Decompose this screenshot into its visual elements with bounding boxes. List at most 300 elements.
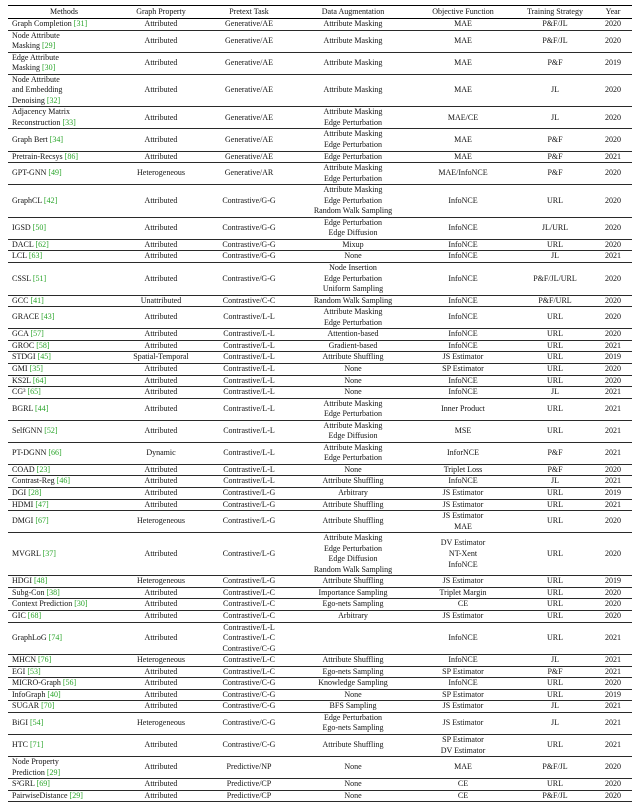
- cell-data-augmentation: Attribute Masking: [323, 57, 383, 67]
- cell-objective-function: InfoNCE: [448, 387, 478, 397]
- cell-objective-function: CE: [457, 599, 469, 609]
- cell-graph-property: Attributed: [144, 375, 178, 385]
- column-header-data-augmentation: Data Augmentation: [321, 7, 385, 16]
- cell-training-strategy: URL: [547, 633, 563, 643]
- cell-pretext-task: Contrastive/G-G: [222, 195, 276, 205]
- cell-graph-property: Attributed: [144, 403, 178, 413]
- cell-training-strategy: URL: [547, 239, 563, 249]
- cell-graph-property: Attributed: [144, 273, 178, 283]
- cell-graph-property: Heterogeneous: [137, 516, 185, 526]
- table-row: [8, 52, 632, 74]
- citation-link[interactable]: [62]: [35, 239, 49, 249]
- cell-objective-function: DV Estimator NT-Xent InfoNCE: [440, 538, 486, 569]
- citation-link[interactable]: [50]: [32, 223, 46, 233]
- cell-graph-property: Attributed: [144, 548, 178, 558]
- table-row: [8, 790, 632, 802]
- cell-objective-function: CE: [457, 790, 469, 800]
- cell-pretext-task: Generative/AE: [225, 19, 273, 28]
- cell-year: 2020: [605, 223, 621, 233]
- table-row: [8, 329, 632, 341]
- cell-pretext-task: Predictive/CP: [226, 790, 272, 800]
- cell-data-augmentation: Attribute Shuffling: [322, 516, 384, 526]
- cell-training-strategy: P&F/JL: [542, 762, 568, 772]
- column-header-pretext-task: Pretext Task: [229, 7, 269, 16]
- cell-method: STDGI [45]: [12, 352, 51, 362]
- cell-training-strategy: URL: [547, 499, 563, 509]
- cell-year: 2021: [605, 403, 621, 413]
- cell-training-strategy: URL: [547, 740, 563, 750]
- cell-data-augmentation: None: [344, 790, 362, 800]
- cell-pretext-task: Generative/AE: [225, 35, 273, 45]
- cell-training-strategy: URL: [547, 403, 563, 413]
- cell-year: 2020: [605, 329, 621, 339]
- citation-link[interactable]: [66]: [48, 448, 62, 458]
- cell-training-strategy: JL: [551, 655, 559, 665]
- citation-link[interactable]: [63]: [28, 251, 43, 261]
- cell-method: DGI [28]: [12, 487, 42, 497]
- cell-pretext-task: Contrastive/L-L: [223, 352, 275, 362]
- cell-graph-property: Attributed: [144, 587, 178, 597]
- cell-training-strategy: URL: [547, 610, 563, 620]
- citation-link[interactable]: [29]: [46, 767, 61, 777]
- cell-objective-function: MAE: [454, 57, 472, 67]
- table-row: [8, 622, 632, 655]
- cell-training-strategy: URL: [547, 425, 563, 435]
- cell-graph-property: Heterogeneous: [137, 718, 185, 728]
- table-row: [8, 499, 632, 511]
- cell-objective-function: InfoNCE: [448, 476, 478, 486]
- cell-year: 2020: [605, 790, 621, 800]
- cell-method: BiGI [54]: [12, 718, 44, 728]
- cell-method: CSSL [51]: [12, 273, 47, 283]
- table-row: [8, 576, 632, 588]
- citation-link[interactable]: [37]: [42, 548, 56, 558]
- cell-pretext-task: Contrastive/L-L: [223, 425, 275, 435]
- cell-data-augmentation: Attribute Masking Edge Perturbation: [323, 398, 383, 419]
- cell-year: 2020: [605, 762, 621, 772]
- cell-pretext-task: Generative/AE: [225, 57, 273, 67]
- cell-pretext-task: Contrastive/G-G: [222, 223, 276, 233]
- cell-data-augmentation: Random Walk Sampling: [313, 295, 393, 305]
- cell-graph-property: Heterogeneous: [137, 576, 185, 586]
- cell-year: 2020: [605, 295, 621, 305]
- cell-pretext-task: Contrastive/C-G: [222, 740, 276, 750]
- methods-comparison-table: [8, 5, 632, 802]
- cell-method: MICRO-Graph [56]: [12, 678, 77, 688]
- cell-training-strategy: URL: [547, 587, 563, 597]
- table-row: [8, 239, 632, 251]
- cell-training-strategy: P&F: [547, 57, 563, 67]
- cell-data-augmentation: None: [344, 375, 362, 385]
- cell-graph-property: Attributed: [144, 610, 178, 620]
- cell-year: 2020: [605, 599, 621, 609]
- cell-method: SUGAR [70]: [12, 701, 55, 711]
- cell-graph-property: Attributed: [144, 740, 178, 750]
- cell-training-strategy: JL: [551, 718, 559, 728]
- cell-graph-property: Attributed: [144, 239, 178, 249]
- cell-graph-property: Attributed: [144, 35, 178, 45]
- cell-data-augmentation: Importance Sampling: [318, 587, 388, 597]
- cell-objective-function: InfoNCE: [448, 273, 478, 283]
- cell-training-strategy: URL: [547, 375, 563, 385]
- citation-link[interactable]: [86]: [64, 151, 78, 161]
- cell-training-strategy: P&F: [547, 666, 563, 676]
- cell-year: 2020: [605, 587, 621, 597]
- cell-method: Contrast-Reg [46]: [12, 476, 70, 486]
- cell-data-augmentation: BFS Sampling: [329, 701, 377, 711]
- cell-graph-property: Attributed: [144, 476, 178, 486]
- header-row: [8, 6, 632, 19]
- cell-graph-property: Attributed: [144, 499, 178, 509]
- table-row: [8, 610, 632, 622]
- citation-link[interactable]: [56]: [62, 678, 77, 688]
- citation-link[interactable]: [30]: [42, 63, 56, 73]
- cell-pretext-task: Contrastive/L-L: [223, 403, 275, 413]
- cell-pretext-task: Contrastive/L-G: [222, 548, 276, 558]
- column-header-year: Year: [605, 7, 621, 16]
- table-row: [8, 464, 632, 476]
- cell-pretext-task: Generative/AE: [225, 85, 273, 95]
- cell-year: 2020: [605, 516, 621, 526]
- cell-objective-function: InfoNCE: [448, 329, 478, 339]
- cell-graph-property: Attributed: [144, 633, 178, 643]
- citation-link[interactable]: [54]: [30, 718, 44, 728]
- cell-objective-function: InfoNCE: [448, 295, 478, 305]
- cell-method: KS2L [64]: [12, 375, 47, 385]
- cell-objective-function: JS Estimator: [442, 352, 484, 362]
- citation-link[interactable]: [32]: [46, 95, 61, 105]
- cell-year: 2021: [605, 425, 621, 435]
- cell-graph-property: Attributed: [144, 701, 178, 711]
- cell-method: InfoGraph [40]: [12, 689, 61, 699]
- cell-graph-property: Attributed: [144, 363, 178, 373]
- cell-graph-property: Unattributed: [140, 295, 182, 305]
- cell-data-augmentation: Attribute Shuffling: [322, 576, 384, 586]
- cell-pretext-task: Generative/AE: [225, 151, 273, 161]
- cell-method: GCC [41]: [12, 295, 44, 305]
- cell-year: 2020: [605, 273, 621, 283]
- cell-data-augmentation: Attention-based: [327, 329, 379, 339]
- cell-objective-function: InfoNCE: [448, 678, 478, 688]
- cell-objective-function: SP Estimator: [442, 363, 484, 373]
- cell-graph-property: Attributed: [144, 779, 178, 789]
- cell-graph-property: Attributed: [144, 223, 178, 233]
- cell-method: Subg-Con [38]: [12, 587, 60, 597]
- table-row: [8, 666, 632, 678]
- cell-data-augmentation: Ego-nets Sampling: [322, 599, 384, 609]
- citation-link[interactable]: [29]: [42, 41, 56, 51]
- table-row: [8, 217, 632, 239]
- cell-method: CG³ [65]: [12, 387, 41, 397]
- cell-objective-function: InfoNCE: [448, 195, 478, 205]
- cell-method: EGI [53]: [12, 666, 41, 676]
- cell-year: 2019: [605, 57, 621, 67]
- cell-data-augmentation: None: [344, 251, 362, 261]
- cell-training-strategy: JL: [551, 85, 559, 95]
- cell-pretext-task: Contrastive/L-C: [223, 655, 275, 665]
- cell-data-augmentation: Attribute Masking: [323, 19, 383, 28]
- cell-objective-function: MAE: [454, 151, 472, 161]
- citation-link[interactable]: [29]: [69, 790, 83, 800]
- cell-graph-property: Attributed: [144, 19, 178, 28]
- table-row: [8, 599, 632, 611]
- cell-graph-property: Attributed: [144, 487, 178, 497]
- cell-objective-function: SP Estimator DV Estimator: [440, 735, 486, 755]
- cell-pretext-task: Contrastive/C-C: [222, 295, 276, 305]
- cell-training-strategy: URL: [547, 689, 563, 699]
- cell-data-augmentation: Attribute Shuffling: [322, 655, 384, 665]
- citation-link[interactable]: [40]: [47, 689, 61, 699]
- cell-year: 2020: [605, 312, 621, 322]
- citation-link[interactable]: [48]: [34, 576, 48, 586]
- citation-link[interactable]: [53]: [27, 666, 41, 676]
- cell-method: GPT-GNN [49]: [12, 168, 62, 178]
- citation-link[interactable]: [74]: [48, 633, 62, 643]
- cell-method: COAD [23]: [12, 464, 50, 474]
- cell-pretext-task: Generative/AE: [225, 134, 273, 144]
- cell-year: 2020: [605, 363, 621, 373]
- citation-link[interactable]: [28]: [28, 487, 42, 497]
- cell-pretext-task: Contrastive/L-L: [223, 387, 275, 397]
- cell-objective-function: InfoNCE: [448, 655, 478, 665]
- cell-method: HTC [71]: [12, 740, 44, 750]
- cell-data-augmentation: Attribute Masking Edge Perturbation Edge Diffusion Random Walk Sampling: [313, 533, 393, 574]
- citation-link[interactable]: [44]: [35, 403, 49, 413]
- cell-graph-property: Attributed: [144, 312, 178, 322]
- cell-objective-function: SP Estimator: [442, 666, 484, 676]
- table-row: [8, 398, 632, 420]
- column-header-objective-function: Objective Function: [432, 7, 494, 16]
- cell-objective-function: JS Estimator: [442, 499, 484, 509]
- cell-year: 2020: [605, 112, 621, 122]
- cell-method: GraphCL [42]: [12, 195, 58, 205]
- cell-objective-function: JS Estimator: [442, 487, 484, 497]
- table-row: [8, 375, 632, 387]
- cell-objective-function: SP Estimator: [442, 689, 484, 699]
- cell-year: 2020: [605, 678, 621, 688]
- cell-method: SelfGNN [52]: [12, 425, 58, 435]
- cell-data-augmentation: Attribute Shuffling: [322, 740, 384, 750]
- cell-data-augmentation: [296, 622, 410, 655]
- cell-pretext-task: Contrastive/L-L: [223, 448, 275, 458]
- cell-data-augmentation: Node Insertion Edge Perturbation Uniform Sampling: [322, 263, 384, 294]
- cell-graph-property: Attributed: [144, 340, 178, 350]
- cell-training-strategy: URL: [547, 340, 563, 350]
- table-row: [8, 476, 632, 488]
- cell-year: 2021: [605, 251, 621, 261]
- cell-pretext-task: Contrastive/L-G: [222, 499, 276, 509]
- cell-pretext-task: Contrastive/L-G: [222, 516, 276, 526]
- cell-objective-function: InfoNCE: [448, 375, 478, 385]
- cell-training-strategy: P&F: [547, 464, 563, 474]
- table-row: [8, 74, 632, 107]
- cell-graph-property: Spatial-Temporal: [133, 352, 189, 362]
- cell-year: 2020: [605, 548, 621, 558]
- cell-method: GraphLoG [74]: [12, 633, 62, 643]
- cell-pretext-task: Contrastive/L-G: [222, 487, 276, 497]
- table-row: [8, 701, 632, 713]
- cell-objective-function: InforNCE: [447, 448, 479, 458]
- cell-training-strategy: URL: [547, 678, 563, 688]
- cell-objective-function: Triplet Margin: [439, 587, 487, 597]
- cell-method: Graph Completion [31]: [12, 19, 88, 28]
- cell-pretext-task: Predictive/NP: [226, 762, 272, 772]
- cell-data-augmentation: Edge Perturbation: [324, 151, 382, 161]
- citation-link[interactable]: [76]: [38, 655, 52, 665]
- citation-link[interactable]: [30]: [74, 599, 88, 609]
- cell-objective-function: MAE/CE: [447, 112, 479, 122]
- cell-year: 2019: [605, 689, 621, 699]
- cell-graph-property: Attributed: [144, 387, 178, 397]
- cell-training-strategy: JL: [551, 112, 559, 122]
- cell-year: 2020: [605, 85, 621, 95]
- column-header-methods: Methods: [50, 7, 78, 16]
- cell-graph-property: Attributed: [144, 599, 178, 609]
- table-row: [8, 387, 632, 399]
- cell-year: 2021: [605, 387, 621, 397]
- cell-data-augmentation: None: [344, 779, 362, 789]
- cell-graph-property: Attributed: [144, 57, 178, 67]
- citation-link[interactable]: [67]: [35, 516, 49, 526]
- cell-training-strategy: URL: [547, 548, 563, 558]
- cell-year: 2021: [605, 499, 621, 509]
- cell-year: 2020: [605, 610, 621, 620]
- cell-pretext-task: Contrastive/L-L: [223, 340, 275, 350]
- citation-link[interactable]: [31]: [73, 19, 88, 28]
- cell-pretext-task: Contrastive/L-C: [223, 666, 275, 676]
- cell-graph-property: Attributed: [144, 464, 178, 474]
- cell-training-strategy: P&F: [547, 151, 563, 161]
- cell-method: GMI [35]: [12, 363, 43, 373]
- cell-year: 2020: [605, 134, 621, 144]
- cell-training-strategy: URL: [547, 779, 563, 789]
- cell-method: LCL [63]: [12, 251, 43, 261]
- cell-data-augmentation: Edge Perturbation Edge Diffusion: [324, 217, 382, 238]
- table-row: [8, 655, 632, 667]
- citation-link[interactable]: [35]: [29, 363, 43, 373]
- cell-year: 2020: [605, 779, 621, 789]
- cell-data-augmentation: None: [344, 387, 362, 397]
- cell-training-strategy: URL: [547, 516, 563, 526]
- cell-year: 2021: [605, 740, 621, 750]
- cell-method: S²GRL [69]: [12, 779, 50, 789]
- cell-data-augmentation: Edge Perturbation Ego-nets Sampling: [322, 712, 384, 733]
- cell-graph-property: Attributed: [144, 425, 178, 435]
- cell-objective-function: Inner Product: [441, 403, 485, 413]
- citation-link[interactable]: [34]: [49, 134, 64, 144]
- citation-link[interactable]: [43]: [41, 312, 55, 322]
- citation-link[interactable]: [49]: [48, 168, 62, 178]
- cell-objective-function: MAE: [454, 19, 472, 28]
- cell-data-augmentation: Attribute Masking Edge Perturbation: [323, 307, 383, 327]
- cell-graph-property: Attributed: [144, 329, 178, 339]
- table-row: [8, 689, 632, 701]
- cell-method: GROC [58]: [12, 340, 50, 350]
- citation-link[interactable]: [58]: [36, 340, 50, 350]
- citation-link[interactable]: [46]: [56, 476, 70, 486]
- cell-training-strategy: URL: [547, 599, 563, 609]
- table-row: [8, 487, 632, 499]
- cell-method: GIC [68]: [12, 610, 42, 620]
- table-row: [8, 735, 632, 757]
- table-row: [8, 129, 632, 151]
- cell-pretext-task: Contrastive/C-G: [222, 689, 276, 699]
- citation-link[interactable]: [33]: [62, 117, 76, 127]
- citation-link[interactable]: [51]: [32, 273, 47, 283]
- cell-objective-function: MAE: [454, 85, 472, 95]
- cell-objective-function: InfoNCE: [448, 633, 478, 643]
- cell-training-strategy: URL: [547, 363, 563, 373]
- cell-training-strategy: P&F: [547, 134, 563, 144]
- cell-year: 2020: [605, 35, 621, 45]
- cell-training-strategy: URL: [547, 352, 563, 362]
- cell-training-strategy: URL: [547, 487, 563, 497]
- table-row: [8, 779, 632, 791]
- cell-graph-property: Attributed: [144, 151, 178, 161]
- cell-pretext-task: Contrastive/L-C: [223, 610, 275, 620]
- citation-link[interactable]: [68]: [27, 610, 42, 620]
- citation-link[interactable]: [52]: [44, 425, 58, 435]
- cell-pretext-task: Contrastive/L-C: [223, 599, 275, 609]
- cell-data-augmentation: Arbitrary: [338, 487, 368, 497]
- table-row: [8, 263, 632, 296]
- citation-link[interactable]: [41]: [30, 295, 44, 305]
- cell-objective-function: InfoNCE: [448, 312, 478, 322]
- cell-data-augmentation: Attribute Masking Edge Perturbation Random Walk Sampling: [313, 185, 393, 216]
- citation-link[interactable]: [38]: [46, 587, 60, 597]
- table-row: [8, 107, 632, 129]
- cell-pretext-task: Contrastive/L-L: [223, 464, 275, 474]
- cell-training-strategy: P&F/URL: [538, 295, 572, 305]
- cell-data-augmentation: Attribute Shuffling: [322, 352, 384, 362]
- cell-objective-function: MAE: [454, 134, 472, 144]
- citation-link[interactable]: [70]: [41, 701, 55, 711]
- table-row: [8, 442, 632, 464]
- table-body: [8, 19, 632, 802]
- cell-pretext-task: Contrastive/G-G: [222, 251, 276, 261]
- cell-method: MVGRL [37]: [12, 548, 56, 558]
- cell-data-augmentation: Attribute Shuffling: [322, 499, 384, 509]
- table-row: [8, 30, 632, 52]
- citation-link[interactable]: [47]: [35, 499, 49, 509]
- cell-data-augmentation: Attribute Masking Edge Perturbation: [323, 163, 383, 183]
- cell-graph-property: Attributed: [144, 134, 178, 144]
- cell-year: 2020: [605, 195, 621, 205]
- cell-method: GCA [57]: [12, 329, 44, 339]
- cell-year: 2019: [605, 352, 621, 362]
- cell-graph-property: Attributed: [144, 666, 178, 676]
- cell-training-strategy: URL: [547, 312, 563, 322]
- cell-graph-property: Attributed: [144, 251, 178, 261]
- citation-link[interactable]: [64]: [32, 375, 47, 385]
- cell-data-augmentation: Attribute Masking: [323, 35, 383, 45]
- citation-link[interactable]: [57]: [30, 329, 44, 339]
- cell-objective-function: MAE: [454, 762, 472, 772]
- cell-year: 2020: [605, 168, 621, 178]
- cell-method: DMGI [67]: [12, 516, 49, 526]
- citation-link[interactable]: [65]: [27, 387, 41, 397]
- cell-objective-function: JS Estimator: [442, 718, 484, 728]
- cell-graph-property: Attributed: [144, 678, 178, 688]
- citation-link[interactable]: [71]: [30, 740, 44, 750]
- citation-link[interactable]: [45]: [37, 352, 51, 362]
- cell-method: Pretrain-Recsys [86]: [12, 151, 78, 161]
- cell-graph-property: Attributed: [144, 689, 178, 699]
- citation-link[interactable]: [23]: [36, 464, 50, 474]
- citation-link[interactable]: [69]: [36, 779, 50, 789]
- citation-link[interactable]: [42]: [43, 195, 58, 205]
- cell-training-strategy: URL: [547, 576, 563, 586]
